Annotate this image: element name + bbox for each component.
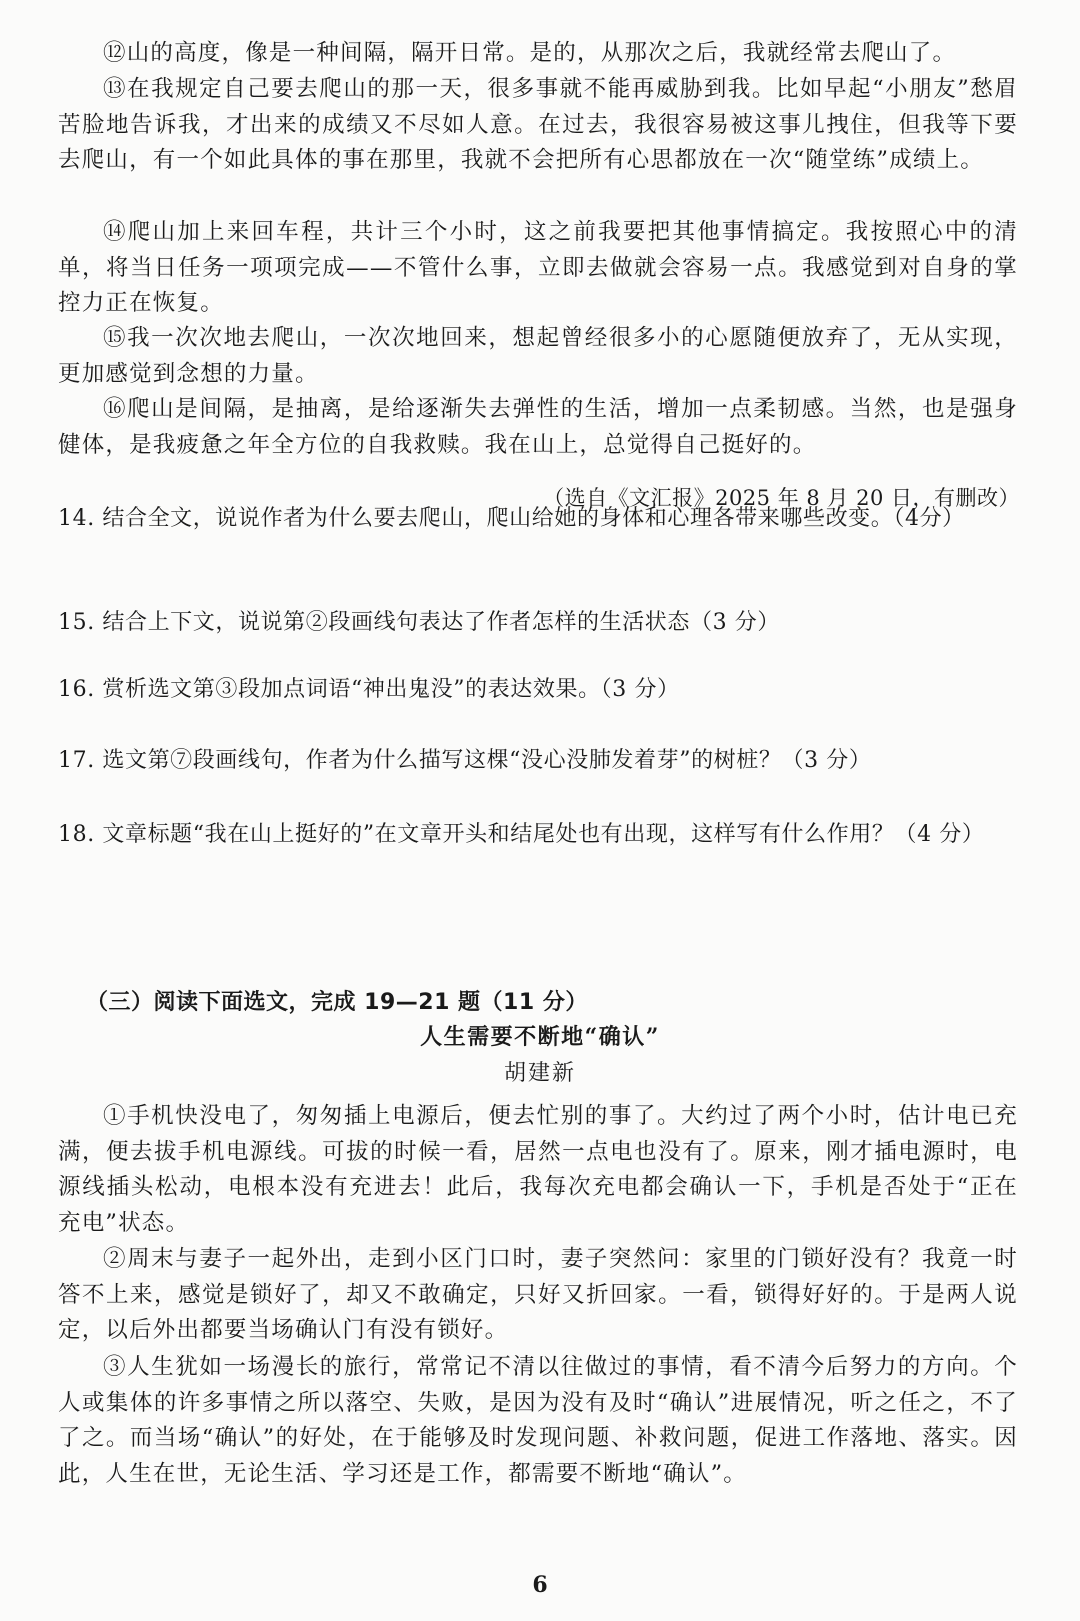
article-author: 胡建新 [503,1061,576,1086]
paragraph-13: ⑬在我规定自己要去爬山的那一天，很多事就不能再威胁到我。比如早起“小朋友”愁眉苦脸地告诉我，才出来的成绩又不尽如人意。在过去，我很容易被这事儿拽住，但我等下要去爬山，有一个如此具体的事在那里，我就不会把所有心思都放在一次“随堂练”成绩上。 [58,76,1018,173]
paragraph-16: ⑯爬山是间隔，是抽离，是给逐渐失去弹性的生活，增加一点柔韧感。当然，也是强身健体，是我疲惫之年全方位的自我救赎。我在山上，总觉得自己挺好的。 [58,396,1018,458]
page-number: 6 [532,1572,548,1598]
question-17: 17. 选文第⑦段画线句，作者为什么描写这棵“没心没肺发着芽”的树桩？（3 分） [58,748,872,773]
paragraph-12: ⑫山的高度，像是一种间隔，隔开日常。是的，从那次之后，我就经常去爬山了。 [103,40,957,66]
section-heading: （三）阅读下面选文，完成 19—21 题（11 分） [86,990,588,1015]
question-15: 15. 结合上下文，说说第②段画线句表达了作者怎样的生活状态（3 分） [58,610,780,635]
question-14: 14. 结合全文，说说作者为什么要去爬山，爬山给她的身体和心理各带来哪些改变。（4分） [58,506,965,531]
paragraph-15: ⑮我一次次地去爬山，一次次地回来，想起曾经很多小的心愿随便放弃了，无从实现，更加感觉到念想的力量。 [58,325,1018,387]
article-paragraph-2: ②周末与妻子一起外出，走到小区门口时，妻子突然问：家里的门锁好没有？我竟一时答不上来，感觉是锁好了，却又不敢确定，只好又折回家。一看，锁得好好的。于是两人说定，以后外出都要当场确认门有没有锁好。 [58,1246,1018,1343]
article-paragraph-1: ①手机快没电了，匆匆插上电源后，便去忙别的事了。大约过了两个小时，估计电已充满，便去拔手机电源线。可拔的时候一看，居然一点电也没有了。原来，刚才插电源时，电源线插头松动，电根本没有充进去！此后，我每次充电都会确认一下，手机是否处于“正在充电”状态。 [58,1103,1018,1236]
question-18: 18. 文章标题“我在山上挺好的”在文章开头和结尾处也有出现，这样写有什么作用？（4 分） [58,822,985,847]
source-citation: （选自《文汇报》2025 年 8 月 20 日，有删改） [543,486,1020,510]
article-title: 人生需要不断地“确认” [420,1024,660,1050]
paragraph-14: ⑭爬山加上来回车程，共计三个小时，这之前我要把其他事情搞定。我按照心中的清单，将当日任务一项项完成——不管什么事，立即去做就会容易一点。我感觉到对自身的掌控力正在恢复。 [58,219,1018,316]
question-16: 16. 赏析选文第③段加点词语“神出鬼没”的表达效果。（3 分） [58,677,680,702]
article-paragraph-3: ③人生犹如一场漫长的旅行，常常记不清以往做过的事情，看不清今后努力的方向。个人或集体的许多事情之所以落空、失败，是因为没有及时“确认”进展情况，听之任之，不了了之。而当场“确认”的好处，在于能够及时发现问题、补救问题，促进工作落地、落实。因此，人生在世，无论生活、学习还是工作，都需要不断地“确认”。 [58,1354,1018,1487]
